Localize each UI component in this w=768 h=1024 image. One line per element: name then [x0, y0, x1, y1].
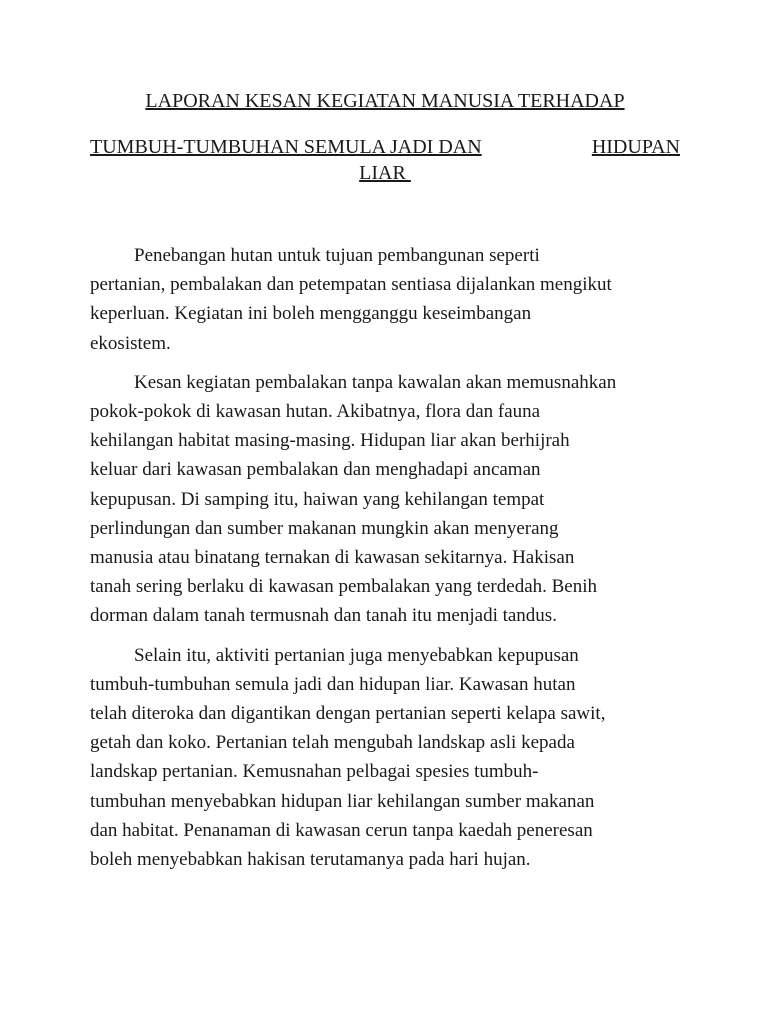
paragraph-line: landskap pertanian. Kemusnahan pelbagai spesies tumbuh- [90, 761, 539, 783]
paragraph-line: tanah sering berlaku di kawasan pembalakan yang terdedah. Benih [90, 576, 598, 598]
paragraph-line: manusia atau binatang ternakan di kawasan sekitarnya. Hakisan [90, 547, 575, 569]
paragraph-line: dorman dalam tanah termusnah dan tanah itu menjadi tandus. [90, 605, 557, 627]
document-title-line-2 [90, 134, 680, 160]
paragraph-line: Selain itu, aktiviti pertanian juga menyebabkan kepupusan [134, 644, 579, 666]
document-title-line-2-right: HIDUPAN [591, 136, 680, 158]
document-title-line-3: LIAR [359, 162, 411, 184]
paragraph-line: getah dan koko. Pertanian telah mengubah landskap asli kepada [90, 732, 575, 754]
paragraph-line: ekosistem. [90, 332, 171, 354]
paragraph-line: Penebangan hutan untuk tujuan pembangunan seperti [134, 245, 540, 266]
paragraph-line: dan habitat. Penanaman di kawasan cerun tanpa kaedah peneresan [90, 819, 593, 841]
paragraph-line: keperluan. Kegiatan ini boleh mengganggu keseimbangan [90, 303, 532, 325]
document-page [90, 88, 680, 884]
paragraph-line: pokok-pokok di kawasan hutan. Akibatnya, flora dan fauna [90, 401, 541, 423]
paragraph-line: tumbuhan menyebabkan hidupan liar kehilangan sumber makanan [90, 790, 595, 812]
paragraph-line: telah diteroka dan digantikan dengan pertanian seperti kelapa sawit, [90, 703, 606, 725]
paragraph-line: kehilangan habitat masing-masing. Hidupan liar akan berhijrah [90, 430, 570, 452]
paragraph-1 [90, 241, 680, 358]
paragraph-line: Kesan kegiatan pembalakan tanpa kawalan akan memusnahkan [134, 371, 617, 393]
paragraph-line: boleh menyebabkan hakisan terutamanya pada hari hujan. [90, 849, 531, 871]
paragraph-3 [90, 641, 680, 875]
paragraph-line: tumbuh-tumbuhan semula jadi dan hidupan liar. Kawasan hutan [90, 673, 576, 695]
paragraph-line: pertanian, pembalakan dan petempatan sentiasa dijalankan mengikut [90, 274, 612, 296]
document-title-line-2-left: TUMBUH-TUMBUHAN SEMULA JADI DAN [90, 136, 482, 158]
paragraph-line: keluar dari kawasan pembalakan dan menghadapi ancaman [90, 459, 541, 481]
paragraph-2 [90, 368, 680, 631]
document-body [90, 241, 680, 874]
paragraph-line: perlindungan dan sumber makanan mungkin akan menyerang [90, 517, 559, 539]
document-title-line-1: LAPORAN KESAN KEGIATAN MANUSIA TERHADAP [145, 90, 625, 112]
paragraph-line: kepupusan. Di samping itu, haiwan yang kehilangan tempat [90, 488, 545, 510]
